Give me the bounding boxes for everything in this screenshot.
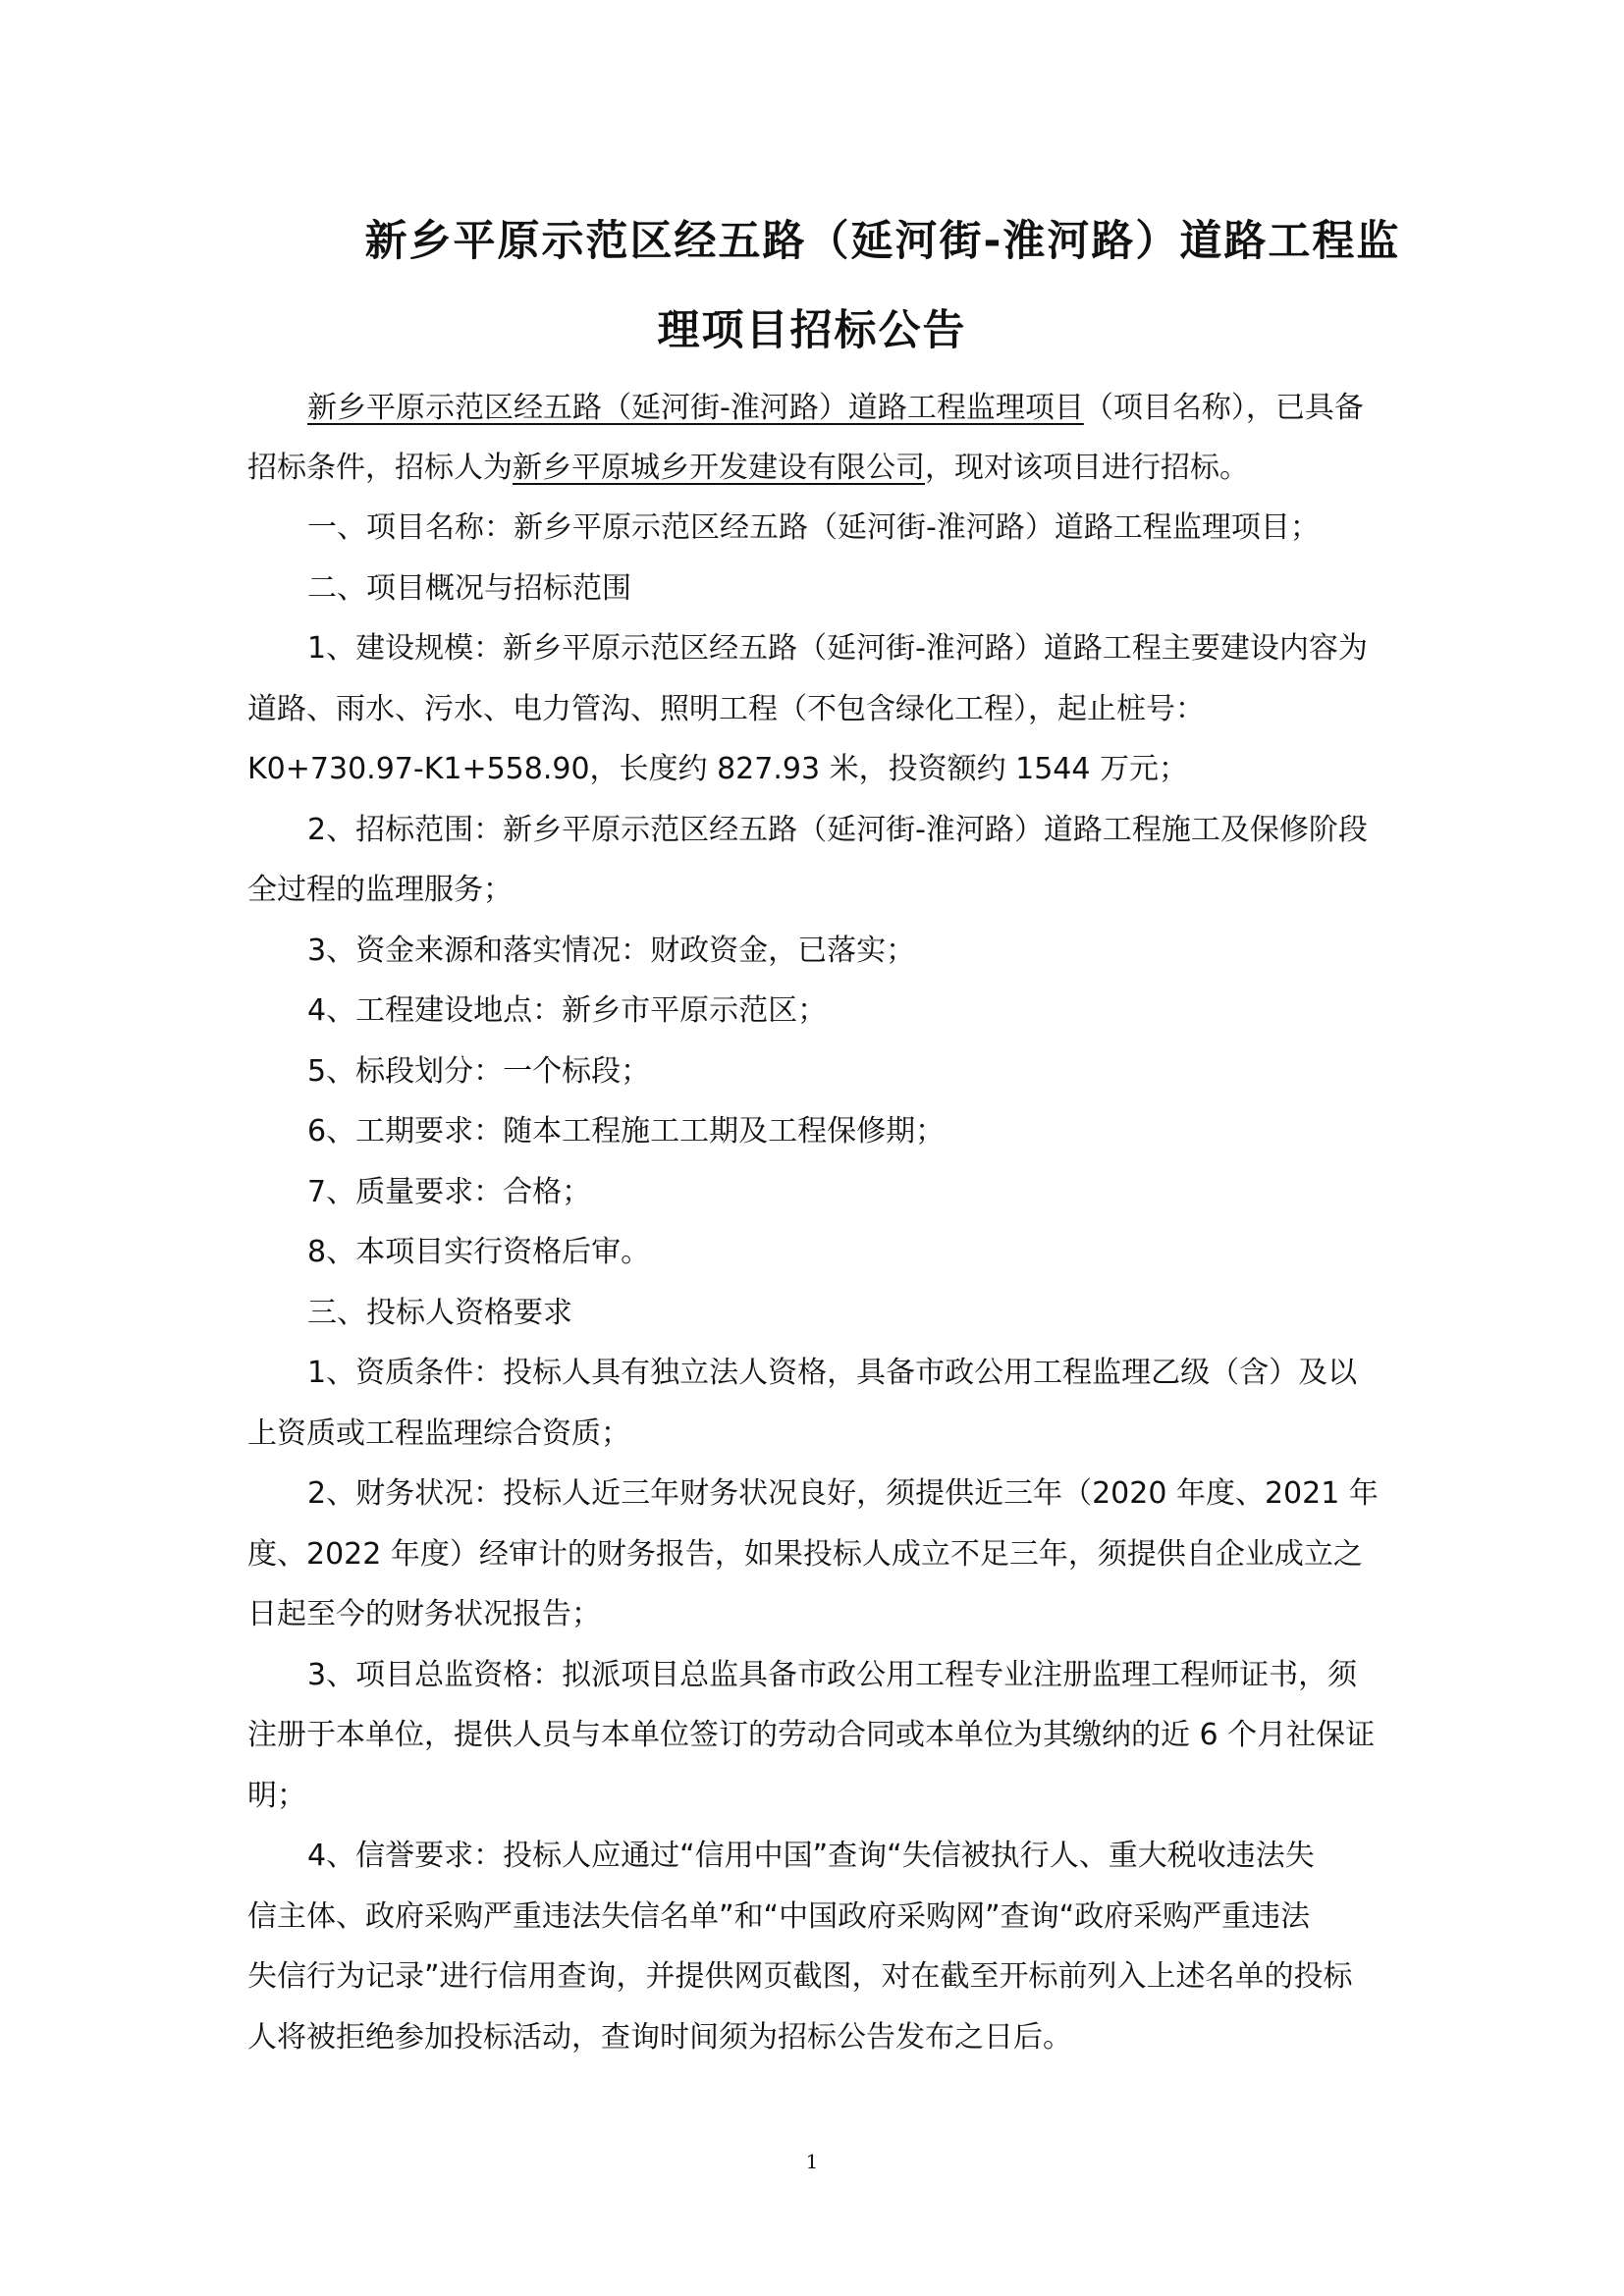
intro-line-1 <box>307 389 1364 428</box>
body-line: 明； <box>247 1778 306 1813</box>
body-line: 失信行为记录”进行信用查询，并提供网页截图，对在截至开标前列入上述名单的投标 <box>247 1959 1353 1994</box>
body-line: 信主体、政府采购严重违法失信名单”和“中国政府采购网”查询“政府采购严重违法 <box>247 1898 1311 1934</box>
document-title-line-2: 理项目招标公告 <box>657 306 967 355</box>
body-line: 道路、雨水、污水、电力管沟、照明工程（不包含绿化工程），起止桩号： <box>247 691 1205 726</box>
body-line: 4、工程建设地点：新乡市平原示范区； <box>307 993 828 1028</box>
body-line: 上资质或工程监理综合资质； <box>247 1415 630 1451</box>
intro-line2-before: 招标条件，招标人为 <box>247 451 513 485</box>
body-line: 1、资质条件：投标人具有独立法人资格，具备市政公用工程监理乙级（含）及以 <box>307 1356 1358 1390</box>
project-name-underlined: 新乡平原示范区经五路（延河街-淮河路）道路工程监理项目 <box>307 391 1084 425</box>
page-number: 1 <box>805 2150 819 2173</box>
body-line: K0+730.97-K1+558.90，长度约 827.93 米，投资额约 1544 万元； <box>247 752 1189 786</box>
body-line: 7、质量要求：合格； <box>307 1174 592 1209</box>
body-line: 三、投标人资格要求 <box>307 1295 572 1330</box>
body-line: 注册于本单位，提供人员与本单位签订的劳动合同或本单位为其缴纳的近 6 个月社保证 <box>247 1718 1376 1752</box>
body-line: 2、招标范围：新乡平原示范区经五路（延河街-淮河路）道路工程施工及保修阶段 <box>307 812 1368 847</box>
body-line: 4、信誉要求：投标人应通过“信用中国”查询“失信被执行人、重大税收违法失 <box>307 1839 1315 1873</box>
body-line: 人将被拒绝参加投标活动，查询时间须为招标公告发布之日后。 <box>247 2019 1072 2055</box>
body-line: 3、项目总监资格：拟派项目总监具备市政公用工程专业注册监理工程师证书，须 <box>307 1657 1358 1692</box>
body-line: 5、标段划分：一个标段； <box>307 1053 651 1089</box>
intro-after-name: （项目名称），已具备 <box>1083 391 1364 425</box>
body-line: 一、项目名称：新乡平原示范区经五路（延河街-淮河路）道路工程监理项目； <box>307 510 1320 545</box>
intro-line2-after: ，现对该项目进行招标。 <box>925 451 1249 485</box>
body-line: 2、财务状况：投标人近三年财务状况良好，须提供近三年（2020 年度、2021 年 <box>307 1476 1379 1511</box>
body-line: 日起至今的财务状况报告； <box>247 1597 601 1631</box>
body-line: 全过程的监理服务； <box>247 873 513 907</box>
document-title-line-1: 新乡平原示范区经五路（延河街-淮河路）道路工程监 <box>364 217 1401 266</box>
body-line: 8、本项目实行资格后审。 <box>307 1235 651 1269</box>
body-line: 1、建设规模：新乡平原示范区经五路（延河街-淮河路）道路工程主要建设内容为 <box>307 631 1368 666</box>
body-line: 度、2022 年度）经审计的财务报告，如果投标人成立不足三年，须提供自企业成立之 <box>247 1536 1363 1572</box>
tenderer-underlined: 新乡平原城乡开发建设有限公司 <box>513 451 925 485</box>
intro-line-2 <box>247 449 1249 488</box>
body-line: 6、工期要求：随本工程施工工期及工程保修期； <box>307 1114 946 1148</box>
body-line: 3、资金来源和落实情况：财政资金，已落实； <box>307 933 916 968</box>
body-line: 二、项目概况与招标范围 <box>307 570 631 606</box>
